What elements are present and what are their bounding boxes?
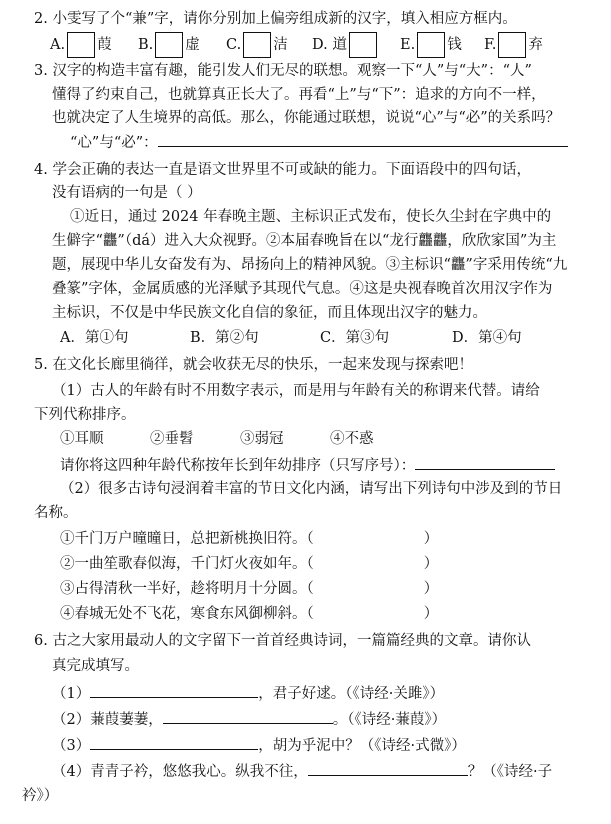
q3-prompt: “心”与“必”： — [70, 135, 158, 151]
q6-blank-2[interactable] — [163, 707, 333, 724]
q4-option-a[interactable]: A．第①句 — [60, 330, 129, 346]
q2-option-letter: C. — [226, 37, 242, 53]
answer-box[interactable] — [67, 32, 95, 58]
q6-item-3 — [52, 733, 466, 757]
q5-order-line — [60, 453, 555, 477]
q5-order-blank[interactable] — [415, 453, 555, 470]
q5-close-paren: ） — [423, 531, 439, 547]
q5-sub1-line-2: 下列代称排序。 — [34, 407, 136, 423]
q2-option-letter: A. — [50, 37, 66, 53]
q5-age-3: ③弱冠 — [240, 431, 284, 447]
q5-poem-text: ①千门万户曈曈日，总把新桃换旧符。（ — [60, 531, 314, 547]
answer-box[interactable] — [349, 32, 377, 58]
q4-option-d[interactable]: D．第④句 — [452, 330, 522, 346]
q5-sub2-line-1: （2）很多古诗句浸润着丰富的节日文化内涵，请写出下列诗句中涉及到的节日 — [60, 481, 563, 497]
q2-option-char: 弃 — [528, 37, 543, 53]
q3-line-2: 懂得了约束自己，也就算真正长大了。再看“上”与“下”：追求的方向不一样， — [52, 87, 546, 103]
q2-option-letter: E. — [400, 37, 416, 53]
q5-poem-4 — [60, 603, 438, 625]
q2-option-letter: F. — [484, 37, 497, 53]
q2-option-char: 钱 — [447, 37, 462, 53]
q6-item-4 — [52, 759, 552, 783]
q5-age-1: ①耳顺 — [60, 431, 104, 447]
q2-option-letter: D. — [312, 37, 328, 53]
q5-line-1: 5. 在文化长廊里徜徉，就会收获无尽的快乐，一起来发现与探索吧！ — [34, 357, 473, 373]
q6-blank-3[interactable] — [90, 733, 258, 750]
q6-item-label: （3） — [52, 738, 91, 754]
q2-option-a — [50, 32, 112, 58]
q5-poem-text: ③占得清秋一半好，趁将明月十分圆。（ — [60, 581, 314, 597]
q5-poem-3 — [60, 578, 438, 600]
q5-close-paren: ） — [423, 556, 439, 572]
q6-item-4-continued: 衿》） — [22, 788, 59, 804]
answer-box[interactable] — [417, 32, 445, 58]
q2-option-c — [226, 32, 288, 58]
q6-line-2: 真完成填写。 — [52, 658, 139, 674]
q3-answer-line — [70, 130, 568, 154]
q5-close-paren: ） — [423, 581, 439, 597]
q5-poem-text: ④春城无处不飞花，寒食东风御柳斜。（ — [60, 606, 314, 622]
q2-option-letter: B. — [138, 37, 154, 53]
q4-passage-5: 主标识，不仅是中华民族文化自信的象征，而且体现出汉字的魅力。 — [52, 305, 487, 321]
q6-blank-1[interactable] — [90, 681, 258, 698]
q6-item-2 — [52, 707, 446, 731]
q6-item-tail: ，君子好逑。（《诗经·关雎》） — [258, 686, 445, 702]
q2-stem: 2. 小雯写了个“兼”字，请你分别加上偏旁组成新的汉字，填入相应方框内。 — [34, 11, 517, 27]
q4-passage-2: 生僻字“龘”（dá）进入大众视野。②本届春晚旨在以“龙行龘龘，欣欣家国”为主 — [52, 233, 557, 249]
answer-box[interactable] — [243, 32, 271, 58]
q2-option-char: 葭 — [97, 37, 112, 53]
q6-item-1 — [52, 681, 444, 705]
q5-close-paren: ） — [423, 606, 439, 622]
q5-order-prompt: 请你将这四种年龄代称按年长到年幼排序（只写序号）： — [60, 458, 416, 474]
q6-blank-4[interactable] — [308, 759, 468, 776]
q4-option-c[interactable]: C．第③句 — [320, 330, 390, 346]
q2-option-f — [484, 32, 543, 58]
q2-option-char: 道 — [332, 37, 347, 53]
answer-box[interactable] — [155, 32, 183, 58]
q5-sub2-line-2: 名称。 — [34, 505, 78, 521]
q2-option-e — [400, 32, 462, 58]
q3-answer-blank[interactable] — [158, 130, 568, 147]
q2-option-d — [312, 32, 379, 58]
q6-item-label: （2）蒹葭萋萋， — [52, 712, 163, 728]
q2-option-char: 虚 — [185, 37, 200, 53]
q6-item-tail: 。（《诗经·蒹葭》） — [332, 712, 447, 728]
q3-line-3: 也就决定了人生境界的高低。那么，你能通过联想，说说“心”与“必”的关系吗？ — [52, 110, 561, 126]
q3-line-1: 3. 汉字的构造丰富有趣，能引发人们无尽的联想。观察一下“人”与“大”：“人” — [34, 63, 532, 79]
answer-box[interactable] — [498, 32, 526, 58]
q5-age-2: ②垂髫 — [150, 431, 194, 447]
q5-poem-text: ②一曲笙歌春似海，千门灯火夜如年。（ — [60, 556, 314, 572]
q5-poem-2 — [60, 553, 438, 575]
q4-passage-3: 题，展现中华儿女奋发有为、昂扬向上的精神风貌。③主标识“龘”字采用传统“九 — [52, 257, 568, 273]
q5-sub1-line-1: （1）古人的年龄有时不用数字表示，而是用与年龄有关的称谓来代替。请给 — [52, 383, 540, 399]
q6-item-label: （1） — [52, 686, 91, 702]
q4-passage-4: 叠篆”字体，金属质感的光泽赋予其现代气息。④这是央视春晚首次用汉字作为 — [52, 281, 553, 297]
q4-passage-1: ①近日，通过 2024 年春晚主题、主标识正式发布，使长久尘封在字典中的 — [70, 209, 552, 225]
q2-option-char: 洁 — [273, 37, 288, 53]
q4-line-1: 4. 学会正确的表达一直是语文世界里不可或缺的能力。下面语段中的四句话， — [34, 162, 531, 178]
q6-line-1: 6. 古之大家用最动人的文字留下一首首经典诗词，一篇篇经典的文章。请你认 — [34, 633, 531, 649]
q6-item-tail: ，胡为乎泥中？（《诗经·式微》） — [258, 738, 466, 754]
q5-poem-1 — [60, 528, 438, 550]
q4-line-2: 没有语病的一句是（ ） — [52, 185, 202, 201]
q2-option-b — [138, 32, 200, 58]
q4-option-b[interactable]: B．第②句 — [190, 330, 259, 346]
q5-age-4: ④不惑 — [330, 431, 374, 447]
q6-item-tail: ？（《诗经·子 — [467, 764, 553, 780]
q6-item-label: （4）青青子衿，悠悠我心。纵我不往， — [52, 764, 308, 780]
